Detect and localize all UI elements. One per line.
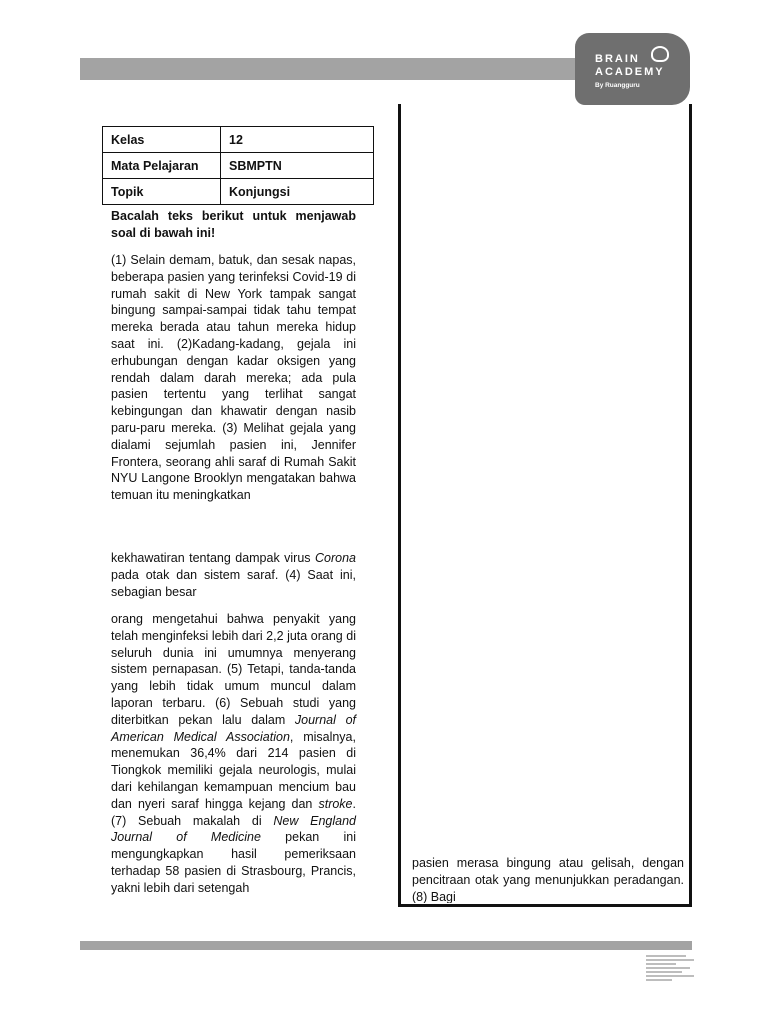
table-row — [103, 127, 374, 153]
table-row — [103, 179, 374, 205]
italic-run: Journal of American Medical Association — [111, 712, 356, 744]
footer-bar — [80, 941, 692, 950]
paragraph-1-text: (1) Selain demam, batuk, dan sesak napas, beberapa pasien yang terinfeksi Covid-19 di rumah sakit di New York tampak sangat bingung sampai-sampai tidak tahu tempat mereka berada atau tahun mereka hidup saat ini. (2)Kadang-kadang, gejala ini erhubungan dengan kadar oksigen yang rendah dalam darah mereka; ada pula pasien tertentu yang terlihat sangat kebingungan dan khawatir dengan nasib paru-paru mereka. (3) Melihat gejala yang dialami sejumlah pasien ini, Jennifer Frontera, seorang ahli saraf di Rumah Sakit NYU Langone Brooklyn mengatakan bahwa temuan itu meningkatkan — [111, 253, 356, 503]
info-value: Konjungsi — [221, 179, 374, 205]
info-table — [102, 126, 374, 205]
paragraph-3 — [111, 611, 356, 897]
paragraph-2-text — [111, 550, 356, 600]
footer-barcode-icon — [646, 955, 694, 987]
paragraph-2 — [111, 550, 356, 600]
info-value: SBMPTN — [221, 153, 374, 179]
info-key: Topik — [103, 179, 221, 205]
text-run: orang mengetahui bahwa penyakit yang telah menginfeksi lebih dari 2,2 juta orang di seluruh dunia ini umumnya menyerang sistem pernapasan. (5) Tetapi, tanda-tanda yang lebih tidak umum muncul dalam laporan terbaru. (6) Sebuah studi yang diterbitkan pekan lalu dalam — [111, 612, 356, 727]
instruction-text: Bacalah teks berikut untuk menjawab soal di bawah ini! — [111, 209, 356, 240]
info-key: Kelas — [103, 127, 221, 153]
text-run: pada otak dan sistem saraf. (4) Saat ini, sebagian besar — [111, 567, 356, 599]
logo-line-2: ACADEMY — [595, 66, 665, 78]
text-run: , misalnya, menemukan 36,4% dari 214 pasien di Tiongkok memiliki gejala neurologis, mulai dari kehilangan kemampuan mencium bau dan nyeri saraf hingga kejang dan — [111, 729, 356, 811]
text-run: kekhawatiran tentang dampak virus — [111, 551, 315, 565]
brain-icon — [651, 46, 669, 62]
logo-by-text: By Ruangguru — [595, 82, 640, 89]
paragraph-1 — [111, 252, 356, 504]
logo-line-1: BRAIN — [595, 53, 640, 65]
header-bar — [80, 58, 620, 80]
right-column-text: pasien merasa bingung atau gelisah, dengan pencitraan otak yang menunjukkan peradangan. (8) Bagi — [412, 856, 684, 903]
italic-run: New England Journal of Medicine — [111, 813, 356, 845]
text-run: . (7) Sebuah makalah di — [111, 796, 356, 828]
brand-logo — [575, 33, 690, 105]
info-key: Mata Pelajaran — [103, 153, 221, 179]
italic-run: stroke — [318, 796, 353, 811]
paragraph-3-text — [111, 611, 356, 897]
text-run: pekan ini mengungkapkan hasil pemeriksaan terhadap 58 pasien di Strasbourg, Prancis, yakni lebih dari setengah — [111, 830, 356, 895]
italic-run: Corona — [315, 551, 356, 565]
table-row — [103, 153, 374, 179]
right-column-frame — [398, 104, 692, 907]
info-value: 12 — [221, 127, 374, 153]
